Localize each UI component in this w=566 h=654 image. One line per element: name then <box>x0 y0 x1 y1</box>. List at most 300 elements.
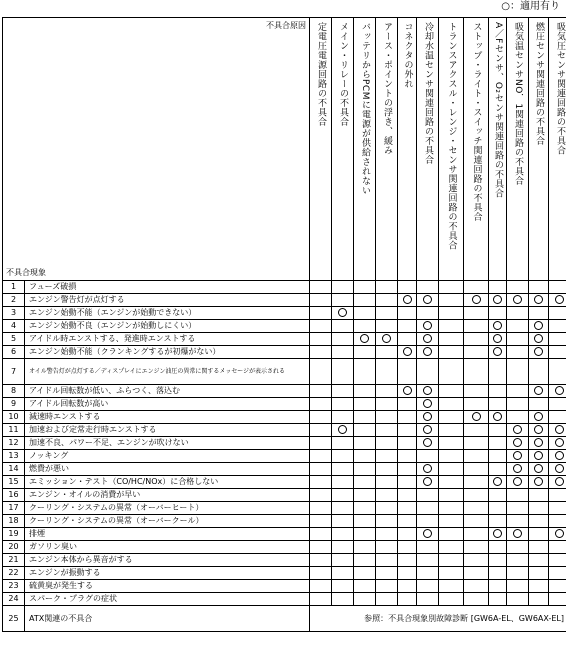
applicability-cell <box>549 593 566 606</box>
applicability-cell <box>310 437 332 450</box>
applicability-cell <box>549 333 566 346</box>
table-row <box>3 411 566 424</box>
table-row <box>3 294 566 307</box>
applicability-cell <box>417 424 439 437</box>
symptom-description: ノッキング <box>25 450 310 463</box>
row-number: 4 <box>3 320 25 333</box>
applicability-cell <box>398 359 417 385</box>
applicable-circle-icon <box>555 386 564 395</box>
applicable-circle-icon <box>555 451 564 460</box>
applicability-cell <box>417 489 439 502</box>
applicability-cell <box>549 385 566 398</box>
applicability-cell <box>464 567 489 580</box>
applicability-cell <box>549 541 566 554</box>
applicability-cell <box>549 346 566 359</box>
applicability-cell <box>398 489 417 502</box>
applicability-cell <box>376 346 398 359</box>
row-number: 9 <box>3 398 25 411</box>
applicability-cell <box>376 541 398 554</box>
applicability-cell <box>439 411 464 424</box>
applicability-cell <box>549 580 566 593</box>
applicability-cell <box>332 398 354 411</box>
applicable-circle-icon <box>423 438 432 447</box>
applicability-cell <box>398 294 417 307</box>
cause-column-label: ストップ・ライト・スイッチ関連回路の不具合 <box>471 22 482 222</box>
applicability-cell <box>464 528 489 541</box>
applicable-circle-icon <box>513 451 522 460</box>
applicability-cell <box>417 333 439 346</box>
applicable-circle-icon <box>555 477 564 486</box>
applicability-cell <box>439 502 464 515</box>
symptom-description: エンジンが振動する <box>25 567 310 580</box>
applicability-cell <box>417 502 439 515</box>
applicability-cell <box>489 502 507 515</box>
cause-column-header <box>464 18 489 281</box>
applicability-cell <box>354 320 376 333</box>
applicability-cell <box>529 515 549 528</box>
applicability-cell <box>549 528 566 541</box>
applicability-cell <box>332 424 354 437</box>
applicability-cell <box>310 333 332 346</box>
applicability-cell <box>332 554 354 567</box>
applicability-cell <box>529 450 549 463</box>
applicability-cell <box>310 567 332 580</box>
applicable-circle-icon <box>534 295 543 304</box>
applicability-cell <box>464 463 489 476</box>
applicability-cell <box>310 580 332 593</box>
applicability-cell <box>439 476 464 489</box>
symptom-description: ガソリン臭い <box>25 541 310 554</box>
table-row <box>3 333 566 346</box>
applicability-cell <box>549 489 566 502</box>
applicability-cell <box>439 463 464 476</box>
applicability-cell <box>549 411 566 424</box>
table-row <box>3 515 566 528</box>
applicability-cell <box>507 398 529 411</box>
applicability-cell <box>332 502 354 515</box>
applicability-cell <box>549 294 566 307</box>
applicability-cell <box>529 489 549 502</box>
applicability-cell <box>417 281 439 294</box>
table-row <box>3 398 566 411</box>
symptom-description: 燃費が悪い <box>25 463 310 476</box>
symptom-description: オイル警告灯が点灯する／ディスプレイにエンジン油圧の異常に関するメッセージが表示される <box>25 359 310 385</box>
applicability-cell <box>310 463 332 476</box>
applicability-cell <box>310 502 332 515</box>
applicability-cell <box>417 476 439 489</box>
applicability-cell <box>464 294 489 307</box>
applicability-cell <box>549 398 566 411</box>
applicable-circle-icon <box>555 295 564 304</box>
applicability-cell <box>310 489 332 502</box>
symptom-description: スパーク・プラグの症状 <box>25 593 310 606</box>
applicability-cell <box>376 333 398 346</box>
applicable-circle-icon <box>423 347 432 356</box>
applicable-circle-icon <box>472 412 481 421</box>
applicability-cell <box>529 476 549 489</box>
applicable-circle-icon <box>493 295 502 304</box>
applicable-circle-icon <box>555 425 564 434</box>
applicable-circle-icon <box>423 399 432 408</box>
applicability-cell <box>464 424 489 437</box>
applicability-cell <box>489 411 507 424</box>
applicability-cell <box>398 320 417 333</box>
applicability-cell <box>507 567 529 580</box>
applicability-cell <box>549 567 566 580</box>
cause-column-label: バッテリからPCMに電源が供給されない <box>360 22 370 195</box>
applicable-circle-icon <box>403 386 412 395</box>
applicable-circle-icon <box>534 347 543 356</box>
applicability-cell <box>398 554 417 567</box>
applicability-cell <box>464 385 489 398</box>
row-number: 1 <box>3 281 25 294</box>
applicability-cell <box>439 580 464 593</box>
applicability-cell <box>376 580 398 593</box>
row-number: 12 <box>3 437 25 450</box>
applicability-cell <box>310 528 332 541</box>
applicability-cell <box>529 437 549 450</box>
applicability-cell <box>507 515 529 528</box>
applicability-cell <box>376 528 398 541</box>
applicability-cell <box>354 294 376 307</box>
applicable-circle-icon <box>403 347 412 356</box>
applicable-circle-icon <box>423 412 432 421</box>
applicability-cell <box>354 489 376 502</box>
applicability-cell <box>398 411 417 424</box>
cause-column-label: メイン・リレーの不具合 <box>338 22 348 127</box>
applicability-cell <box>507 333 529 346</box>
applicability-cell <box>439 346 464 359</box>
applicability-cell <box>489 307 507 320</box>
applicability-cell <box>549 437 566 450</box>
row-number: 15 <box>3 476 25 489</box>
cause-column-label: 燃圧センサ関連回路の不具合 <box>534 22 544 146</box>
applicability-cell <box>489 593 507 606</box>
row-number: 14 <box>3 463 25 476</box>
applicable-circle-icon <box>513 295 522 304</box>
applicability-cell <box>398 463 417 476</box>
applicability-cell <box>464 333 489 346</box>
applicability-cell <box>439 359 464 385</box>
applicability-cell <box>398 307 417 320</box>
applicability-cell <box>354 346 376 359</box>
applicability-cell <box>464 502 489 515</box>
cause-heading: 不具合原因 <box>266 21 306 30</box>
symptom-description: エンジン・オイルの消費が早い <box>25 489 310 502</box>
row-number: 3 <box>3 307 25 320</box>
applicability-cell <box>489 294 507 307</box>
applicability-cell <box>332 528 354 541</box>
applicability-cell <box>376 489 398 502</box>
table-row <box>3 385 566 398</box>
applicable-circle-icon <box>338 308 347 317</box>
table-row <box>3 606 566 632</box>
applicability-cell <box>376 450 398 463</box>
applicability-cell <box>489 359 507 385</box>
applicability-cell <box>549 450 566 463</box>
table-row <box>3 554 566 567</box>
applicable-circle-icon <box>555 529 564 538</box>
applicability-cell <box>310 554 332 567</box>
applicable-circle-icon <box>423 386 432 395</box>
applicability-cell <box>376 307 398 320</box>
applicability-cell <box>507 437 529 450</box>
table-row <box>3 320 566 333</box>
applicability-cell <box>439 424 464 437</box>
applicability-cell <box>376 554 398 567</box>
applicability-cell <box>310 359 332 385</box>
applicability-cell <box>529 528 549 541</box>
applicability-cell <box>354 515 376 528</box>
applicability-cell <box>310 476 332 489</box>
applicability-cell <box>529 281 549 294</box>
symptom-description: エンジン始動不良（エンジンが始動しにくい） <box>25 320 310 333</box>
symptom-description: フューズ破損 <box>25 281 310 294</box>
row-number: 16 <box>3 489 25 502</box>
cause-column-label: A／Fセンサ、O₂センサ関連回路の不具合 <box>493 22 503 199</box>
cause-column-header <box>507 18 529 281</box>
applicability-cell <box>332 346 354 359</box>
applicable-circle-icon <box>493 334 502 343</box>
applicability-cell <box>489 541 507 554</box>
applicability-cell <box>332 580 354 593</box>
applicable-circle-icon <box>423 295 432 304</box>
applicability-cell <box>507 411 529 424</box>
applicability-cell <box>354 528 376 541</box>
applicability-cell <box>439 398 464 411</box>
applicability-cell <box>489 515 507 528</box>
cause-column-header <box>398 18 417 281</box>
row-number: 17 <box>3 502 25 515</box>
applicability-cell <box>507 502 529 515</box>
applicable-circle-icon <box>493 412 502 421</box>
applicability-cell <box>310 346 332 359</box>
applicable-circle-icon <box>423 425 432 434</box>
applicability-cell <box>332 359 354 385</box>
cause-column-label: アース・ポイントの浮き、緩み <box>382 22 392 155</box>
applicability-cell <box>529 411 549 424</box>
applicability-cell <box>354 580 376 593</box>
applicability-cell <box>439 567 464 580</box>
cause-column-header <box>310 18 332 281</box>
row-number: 7 <box>3 359 25 385</box>
applicability-cell <box>464 320 489 333</box>
applicability-cell <box>464 359 489 385</box>
row-number: 24 <box>3 593 25 606</box>
applicability-cell <box>489 385 507 398</box>
row-number: 25 <box>3 606 25 632</box>
table-row <box>3 502 566 515</box>
applicability-cell <box>489 476 507 489</box>
applicability-cell <box>507 385 529 398</box>
applicability-cell <box>354 463 376 476</box>
applicability-cell <box>332 541 354 554</box>
corner-cell <box>3 18 310 281</box>
row-number: 8 <box>3 385 25 398</box>
applicability-cell <box>354 281 376 294</box>
row-number: 6 <box>3 346 25 359</box>
applicability-cell <box>464 580 489 593</box>
table-row <box>3 281 566 294</box>
applicability-cell <box>529 554 549 567</box>
applicability-cell <box>398 567 417 580</box>
applicability-cell <box>549 515 566 528</box>
row-number: 19 <box>3 528 25 541</box>
applicability-cell <box>489 450 507 463</box>
row-number: 13 <box>3 450 25 463</box>
applicability-cell <box>332 567 354 580</box>
applicability-cell <box>310 385 332 398</box>
applicability-cell <box>398 281 417 294</box>
symptom-description: クーリング・システムの異常（オーバークール） <box>25 515 310 528</box>
applicability-cell <box>376 463 398 476</box>
applicability-cell <box>549 463 566 476</box>
applicability-cell <box>549 281 566 294</box>
applicability-cell <box>417 580 439 593</box>
table-row <box>3 463 566 476</box>
applicability-cell <box>439 515 464 528</box>
header-row <box>3 18 566 281</box>
applicable-circle-icon <box>513 438 522 447</box>
table-row <box>3 489 566 502</box>
applicability-cell <box>507 593 529 606</box>
symptom-description: クーリング・システムの異常（オーバーヒート） <box>25 502 310 515</box>
applicability-cell <box>439 333 464 346</box>
applicability-cell <box>529 502 549 515</box>
table-body <box>3 281 566 632</box>
applicability-cell <box>332 307 354 320</box>
applicability-cell <box>439 528 464 541</box>
applicability-cell <box>489 333 507 346</box>
applicable-circle-icon <box>423 464 432 473</box>
applicability-cell <box>376 593 398 606</box>
applicability-cell <box>464 554 489 567</box>
applicability-cell <box>439 281 464 294</box>
applicable-circle-icon <box>423 321 432 330</box>
applicability-cell <box>354 567 376 580</box>
table-row <box>3 346 566 359</box>
applicability-cell <box>529 333 549 346</box>
table-row <box>3 450 566 463</box>
applicability-cell <box>529 346 549 359</box>
applicability-cell <box>489 320 507 333</box>
applicable-circle-icon <box>513 425 522 434</box>
applicability-cell <box>464 411 489 424</box>
applicability-cell <box>398 593 417 606</box>
applicability-cell <box>464 307 489 320</box>
applicable-circle-icon <box>534 321 543 330</box>
applicability-cell <box>439 307 464 320</box>
applicable-circle-icon <box>534 477 543 486</box>
applicability-cell <box>529 398 549 411</box>
applicability-cell <box>398 333 417 346</box>
applicability-cell <box>529 463 549 476</box>
applicability-cell <box>507 554 529 567</box>
applicability-cell <box>417 359 439 385</box>
cause-column-label: トランスアクスル・レンジ・センサ関連回路の不具合 <box>446 22 457 250</box>
applicability-cell <box>507 346 529 359</box>
applicability-cell <box>489 281 507 294</box>
applicability-cell <box>417 294 439 307</box>
cause-column-header <box>439 18 464 281</box>
applicability-cell <box>310 450 332 463</box>
table-row <box>3 359 566 385</box>
applicability-cell <box>529 593 549 606</box>
applicable-circle-icon <box>382 334 391 343</box>
symptom-description: ATX関連の不具合 <box>25 606 310 632</box>
applicable-circle-icon <box>423 334 432 343</box>
symptom-description: アイドル回転数が低い、ふらつく、落込む <box>25 385 310 398</box>
table-row <box>3 528 566 541</box>
applicability-cell <box>354 541 376 554</box>
applicability-cell <box>529 359 549 385</box>
symptom-description: エミッション・テスト（CO/HC/NOx）に合格しない <box>25 476 310 489</box>
applicability-cell <box>464 489 489 502</box>
applicability-cell <box>507 528 529 541</box>
applicability-cell <box>376 385 398 398</box>
applicability-cell <box>398 424 417 437</box>
applicability-cell <box>376 476 398 489</box>
applicability-cell <box>489 424 507 437</box>
symptom-description: アイドル時エンストする、発進時エンストする <box>25 333 310 346</box>
applicability-cell <box>310 281 332 294</box>
applicability-cell <box>507 281 529 294</box>
row-number: 21 <box>3 554 25 567</box>
applicability-cell <box>354 359 376 385</box>
applicability-cell <box>489 489 507 502</box>
applicability-cell <box>354 593 376 606</box>
cause-column-label: 定電圧電源回路の不具合 <box>316 22 326 127</box>
applicable-circle-icon <box>534 412 543 421</box>
applicability-cell <box>332 476 354 489</box>
applicable-circle-icon <box>534 425 543 434</box>
applicable-circle-icon <box>493 347 502 356</box>
table-row <box>3 424 566 437</box>
applicability-cell <box>417 437 439 450</box>
applicability-cell <box>332 385 354 398</box>
applicability-cell <box>310 515 332 528</box>
row-number: 22 <box>3 567 25 580</box>
applicability-cell <box>439 450 464 463</box>
applicability-cell <box>376 359 398 385</box>
applicability-cell <box>332 450 354 463</box>
applicability-cell <box>549 307 566 320</box>
applicability-cell <box>439 554 464 567</box>
diagnosis-table <box>2 17 566 632</box>
table-row <box>3 593 566 606</box>
applicability-cell <box>507 580 529 593</box>
applicability-cell <box>376 398 398 411</box>
applicable-circle-icon <box>493 321 502 330</box>
applicability-cell <box>376 320 398 333</box>
row-number: 2 <box>3 294 25 307</box>
applicability-cell <box>439 541 464 554</box>
applicability-cell <box>354 411 376 424</box>
applicability-cell <box>310 320 332 333</box>
symptom-description: 硫黄臭が発生する <box>25 580 310 593</box>
applicability-cell <box>376 281 398 294</box>
applicability-cell <box>529 385 549 398</box>
applicability-cell <box>354 385 376 398</box>
applicability-cell <box>398 476 417 489</box>
applicability-cell <box>549 424 566 437</box>
applicability-cell <box>439 593 464 606</box>
symptom-description: エンジン本体から異音がする <box>25 554 310 567</box>
applicability-cell <box>398 450 417 463</box>
table-row <box>3 541 566 554</box>
applicability-cell <box>529 580 549 593</box>
applicability-cell <box>332 333 354 346</box>
